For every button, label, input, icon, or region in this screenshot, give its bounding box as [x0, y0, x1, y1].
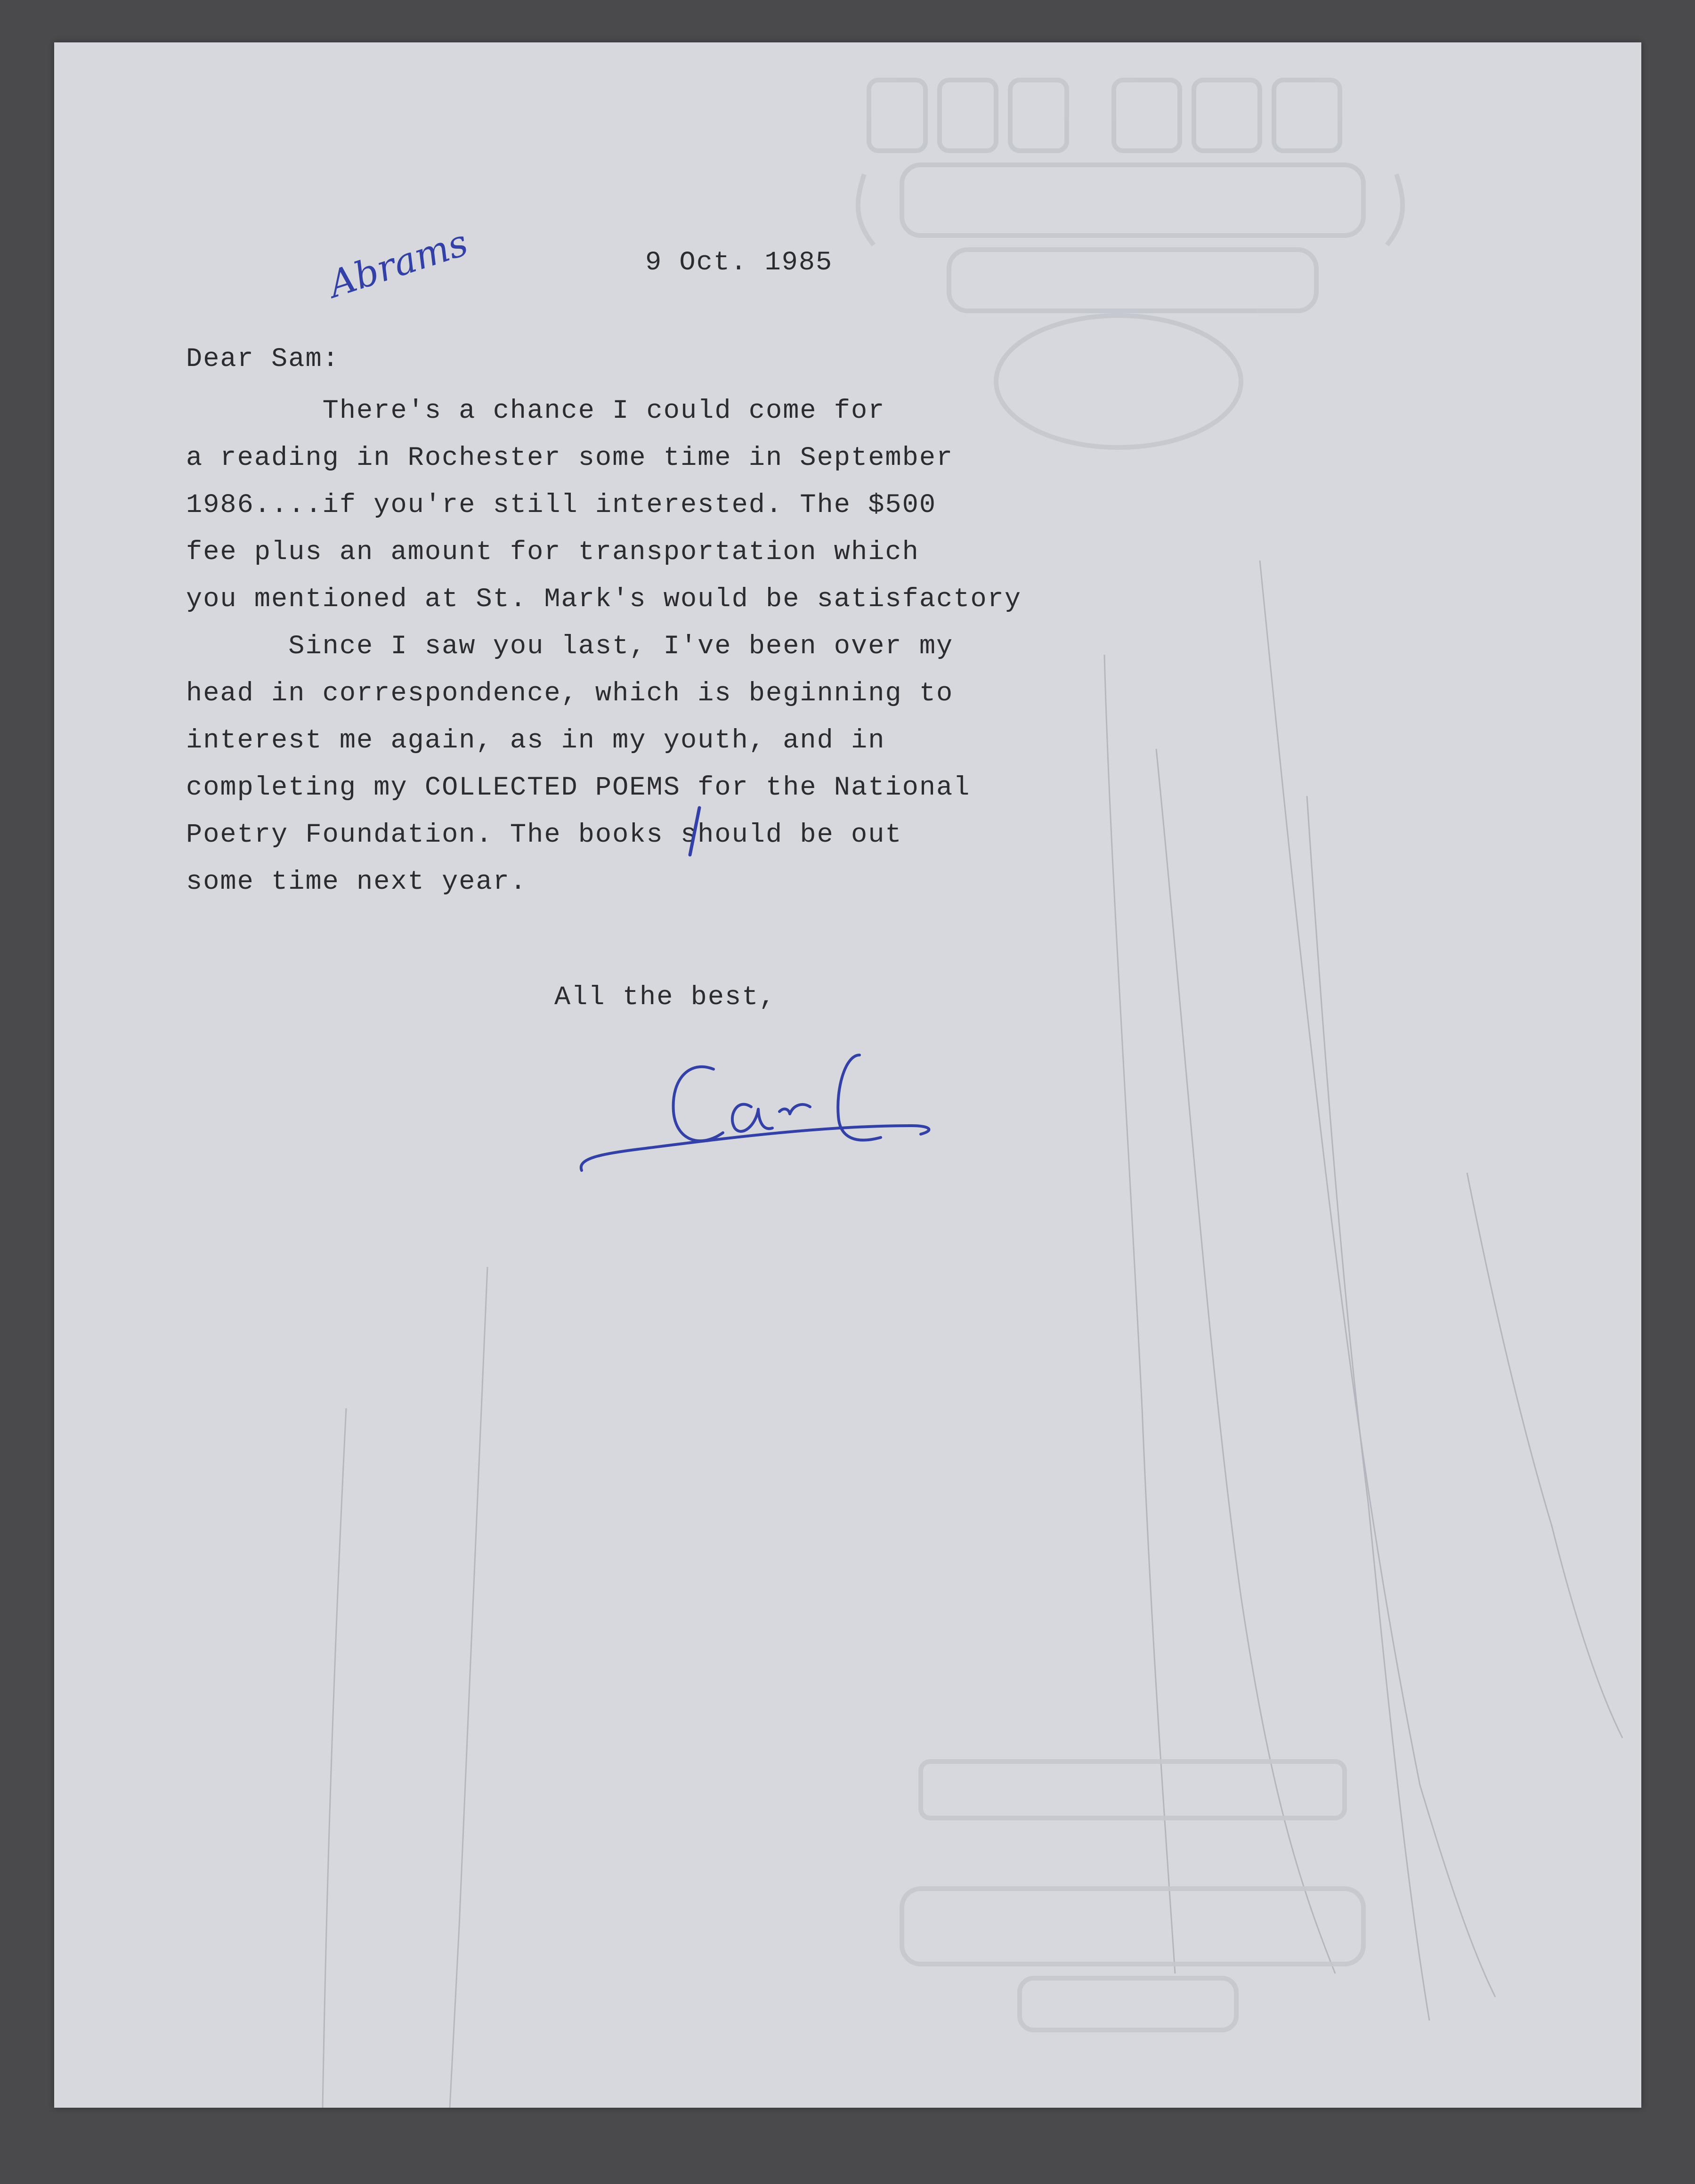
body-line: Since I saw you last, I've been over my	[186, 632, 954, 662]
handwritten-signature	[572, 1008, 996, 1196]
body-line: There's a chance I could come for	[186, 396, 885, 426]
handwritten-recipient-surname: Abrams	[324, 221, 473, 306]
body-line: completing my COLLECTED POEMS for the National	[186, 773, 971, 803]
body-line: you mentioned at St. Mark's would be satisfactory	[186, 585, 1022, 615]
handwritten-correction-mark	[685, 805, 704, 857]
body-line: Poetry Foundation. The books should be out	[186, 820, 902, 850]
letter-closing: All the best,	[554, 982, 776, 1013]
body-line: interest me again, as in my youth, and in	[186, 726, 885, 756]
letter-sheet	[54, 42, 1641, 2108]
letter-salutation: Dear Sam:	[186, 344, 340, 374]
body-line: head in correspondence, which is beginning to	[186, 679, 954, 709]
letter-date: 9 Oct. 1985	[645, 248, 833, 278]
body-line: some time next year.	[186, 867, 527, 897]
body-line: fee plus an amount for transportation which	[186, 537, 919, 568]
body-line: a reading in Rochester some time in September	[186, 443, 954, 473]
body-line: 1986....if you're still interested. The $500	[186, 490, 937, 520]
